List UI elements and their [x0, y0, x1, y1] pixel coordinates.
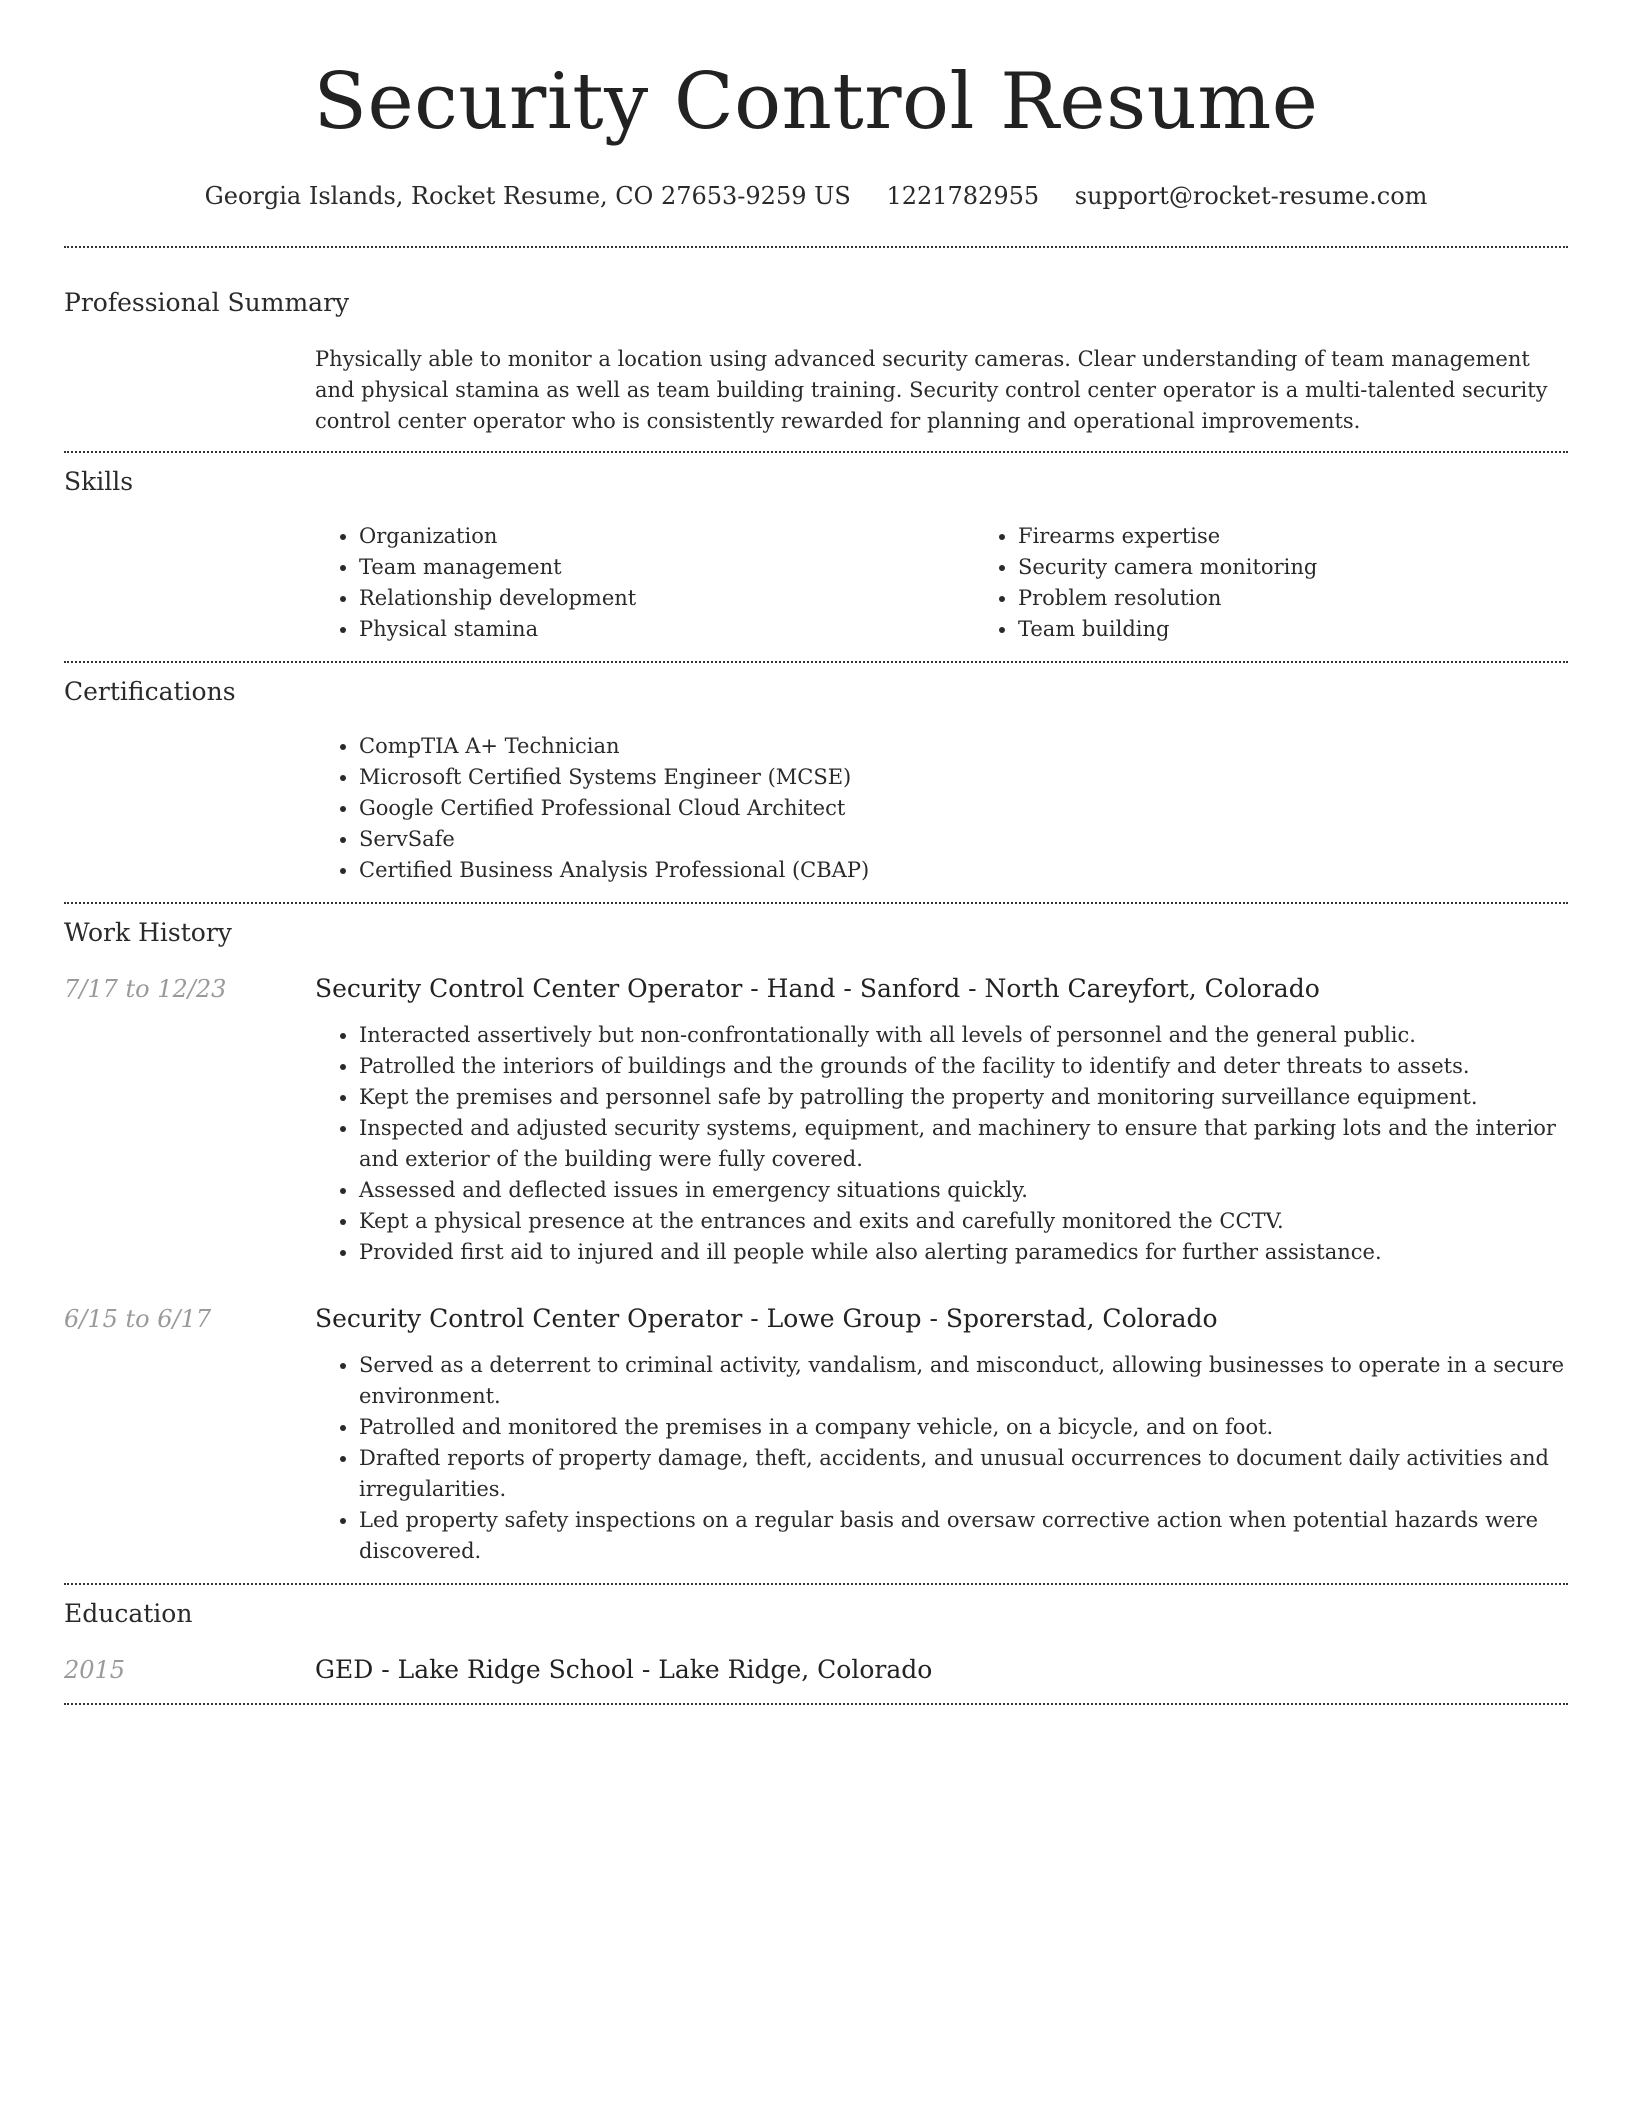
- summary-left-col: [64, 344, 315, 437]
- list-item: • Led property safety inspections on a regular basis and oversaw corrective action when potential hazards were discovered.: [359, 1505, 1568, 1567]
- education-section: [64, 1585, 1568, 1703]
- list-item: • Kept a physical presence at the entrances and exits and carefully monitored the CCTV.: [359, 1206, 1568, 1237]
- education-entry: GED - Lake Ridge School - Lake Ridge, Colorado: [315, 1655, 933, 1684]
- divider: [64, 1703, 1568, 1705]
- list-item: • Firearms expertise: [1018, 521, 1632, 552]
- contact-email: support@rocket-resume.com: [1074, 182, 1428, 210]
- list-item: • Kept the premises and personnel safe by patrolling the property and monitoring surveillance equipment.: [359, 1082, 1568, 1113]
- job-bullets: [315, 1020, 1568, 1268]
- job-details: - Lowe Group - Sporerstad, Colorado: [742, 1304, 1218, 1333]
- job-entry: [64, 972, 1568, 1268]
- job-right-col: [315, 1350, 1568, 1567]
- education-year: 2015: [64, 1656, 126, 1684]
- list-item: • CompTIA A+ Technician: [359, 731, 1568, 762]
- skills-list-right: [974, 521, 1632, 645]
- list-item: • Certified Business Analysis Professional (CBAP): [359, 855, 1568, 886]
- job-entry: [64, 1302, 1568, 1567]
- list-item: • Microsoft Certified Systems Engineer (MCSE): [359, 762, 1568, 793]
- certifications-left-col: [64, 731, 315, 886]
- certifications-heading: Certifications: [64, 677, 236, 706]
- certifications-section: [64, 663, 1568, 902]
- skills-section: [64, 453, 1568, 661]
- job-title: [315, 972, 1568, 1006]
- job-left-col: [64, 1350, 315, 1567]
- job-role: Security Control Center Operator: [315, 974, 743, 1003]
- job-bullets-row: [64, 1020, 1568, 1268]
- list-item: • Team building: [1018, 614, 1632, 645]
- list-item: • Google Certified Professional Cloud Architect: [359, 793, 1568, 824]
- skills-row: [64, 521, 1568, 645]
- list-item: • ServSafe: [359, 824, 1568, 855]
- list-item: • Organization: [359, 521, 974, 552]
- job-title: [315, 1302, 1568, 1336]
- list-item: • Assessed and deflected issues in emergency situations quickly.: [359, 1175, 1568, 1206]
- work-section: [64, 904, 1568, 1583]
- job-dates: 6/15 to 6/17: [64, 1305, 212, 1333]
- contact-phone: 1221782955: [886, 182, 1040, 210]
- summary-heading: Professional Summary: [64, 288, 350, 317]
- job-bullets-row: [64, 1350, 1568, 1567]
- contact-line: [64, 180, 1568, 212]
- skills-grid: [315, 521, 1632, 645]
- skills-heading: Skills: [64, 467, 134, 496]
- list-item: • Security camera monitoring: [1018, 552, 1632, 583]
- certifications-row: [64, 731, 1568, 886]
- list-item: • Problem resolution: [1018, 583, 1632, 614]
- list-item: • Relationship development: [359, 583, 974, 614]
- summary-row: [64, 344, 1568, 437]
- job-header-row: [64, 972, 1568, 1006]
- summary-text: Physically able to monitor a location using advanced security cameras. Clear understanding of team management and physical stamina as well as team building training. Security control center operator is a multi-talented security control center operator who is consistently rewarded for planning and operational improvements.: [315, 347, 1548, 433]
- contact-address: Georgia Islands, Rocket Resume, CO 27653-9259 US: [204, 182, 851, 210]
- job-dates: 7/17 to 12/23: [64, 975, 227, 1003]
- job-role: Security Control Center Operator: [315, 1304, 743, 1333]
- job-left-col: [64, 1020, 315, 1268]
- certifications-right-col: [315, 731, 1568, 886]
- education-row: [64, 1653, 1568, 1687]
- list-item: • Interacted assertively but non-confrontationally with all levels of personnel and the general public.: [359, 1020, 1568, 1051]
- list-item: • Patrolled and monitored the premises in a company vehicle, on a bicycle, and on foot.: [359, 1412, 1568, 1443]
- job-bullets: [315, 1350, 1568, 1567]
- skills-list-left: [315, 521, 974, 645]
- summary-right-col: [315, 344, 1568, 437]
- education-heading: Education: [64, 1599, 193, 1628]
- list-item: • Served as a deterrent to criminal activity, vandalism, and misconduct, allowing businesses to operate in a secure environment.: [359, 1350, 1568, 1412]
- work-heading: Work History: [64, 918, 232, 947]
- job-right-col: [315, 1020, 1568, 1268]
- list-item: • Patrolled the interiors of buildings and the grounds of the facility to identify and deter threats to assets.: [359, 1051, 1568, 1082]
- list-item: • Drafted reports of property damage, theft, accidents, and unusual occurrences to document daily activities and irregularities.: [359, 1443, 1568, 1505]
- summary-section: [64, 248, 1568, 451]
- resume-title: Security Control Resume: [313, 57, 1319, 147]
- list-item: • Team management: [359, 552, 974, 583]
- list-item: • Provided first aid to injured and ill people while also alerting paramedics for further assistance.: [359, 1237, 1568, 1268]
- list-item: • Inspected and adjusted security systems, equipment, and machinery to ensure that parking lots and the interior and exterior of the building were fully covered.: [359, 1113, 1568, 1175]
- skills-left-col: [64, 521, 315, 645]
- certifications-list: [315, 731, 1568, 886]
- job-details: - Hand - Sanford - North Careyfort, Colorado: [742, 974, 1320, 1003]
- job-header-row: [64, 1302, 1568, 1336]
- list-item: • Physical stamina: [359, 614, 974, 645]
